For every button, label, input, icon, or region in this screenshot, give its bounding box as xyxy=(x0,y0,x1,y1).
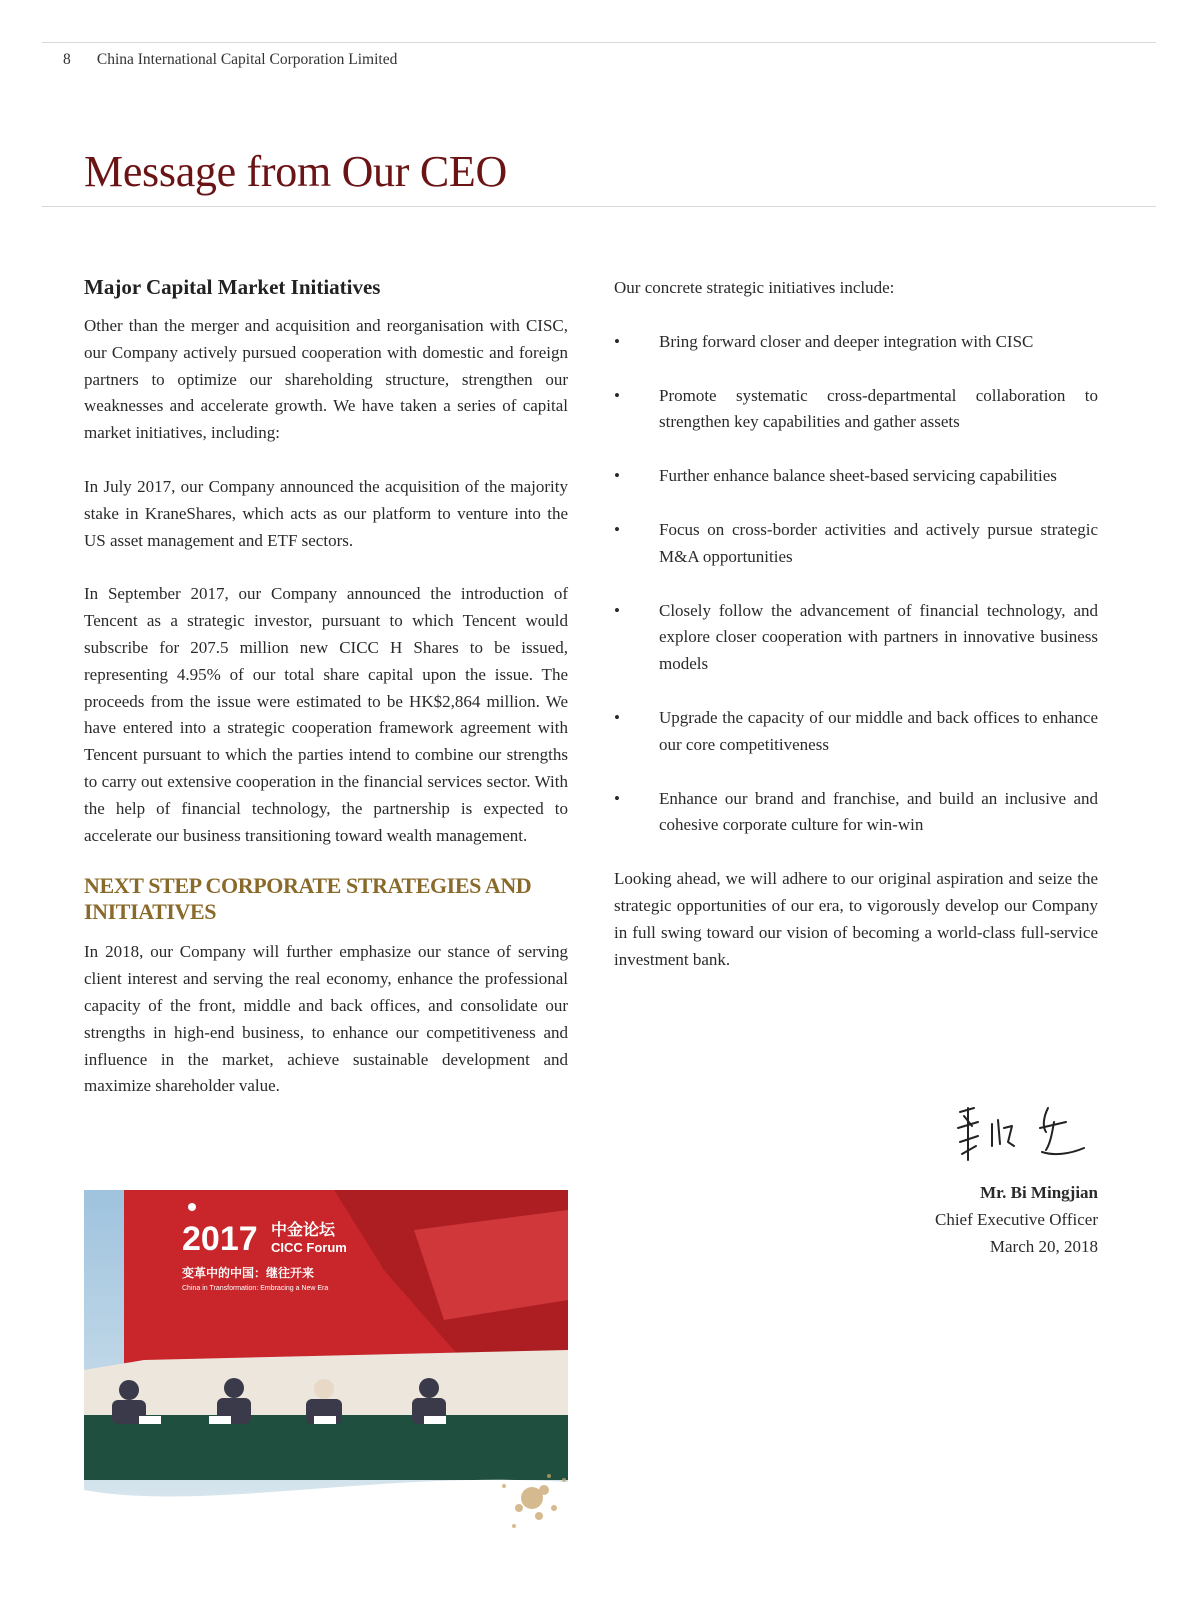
forum-cn-title: 中金论坛 xyxy=(271,1220,336,1239)
right-column xyxy=(614,275,1098,1000)
paragraph-kraneshares: In July 2017, our Company announced the acquisition of the majority stake in KraneShares, which acts as our platform to venture into the US asset management and ETF sectors. xyxy=(84,476,568,550)
forum-photo xyxy=(84,1190,568,1510)
subheading: Major Capital Market Initiatives xyxy=(84,275,381,299)
paragraph-tencent: In September 2017, our Company announced the introduction of Tencent as a strategic investor, pursuant to which Tencent would subscribe for 207.5 million new CICC H Shares to be issued, representing 4.95% of our total share capital upon the issue. The proceeds from the issue were estimated to be HK$2,864 million. We have entered into a strategic cooperation framework agreement with Tencent pursuant to which the parties intend to combine our strengths to carry out extensive cooperation in the financial services sector. With the help of financial technology, the partnership is expected to accelerate our business transitioning toward wealth management. xyxy=(84,584,568,845)
bullet-icon: • xyxy=(614,385,620,405)
forum-year: 2017 xyxy=(182,1220,258,1258)
signoff xyxy=(935,1180,1098,1260)
ceo-position: Chief Executive Officer xyxy=(934,1209,1098,1229)
title-rule xyxy=(42,206,1156,207)
letter-date: March 20, 2018 xyxy=(989,1236,1098,1256)
initiatives-intro: Our concrete strategic initiatives include: xyxy=(614,278,895,297)
list-item: • Further enhance balance sheet-based servicing capabilities xyxy=(614,463,1098,490)
left-column xyxy=(84,275,568,1127)
list-item: • Focus on cross-border activities and actively pursue strategic M&A opportunities xyxy=(614,517,1098,571)
list-item: • Enhance our brand and franchise, and build an inclusive and cohesive corporate culture for win-win xyxy=(614,786,1098,840)
page-title: Message from Our CEO xyxy=(84,147,507,196)
list-item: • Promote systematic cross-departmental collaboration to strengthen key capabilities and gather assets xyxy=(614,383,1098,437)
company-name: China International Capital Corporation Limited xyxy=(96,51,398,68)
bullet-icon: • xyxy=(614,788,620,808)
gold-decoration xyxy=(484,1468,584,1538)
bullet-icon: • xyxy=(614,600,620,620)
forum-name: CICC Forum xyxy=(271,1240,347,1255)
bullet-icon: • xyxy=(614,519,620,539)
paragraph-initiatives: Other than the merger and acquisition and reorganisation with CISC, our Company actively pursued cooperation with domestic and foreign partners to optimize our shareholding structure, strengthen our weaknesses and accelerate growth. We have taken a series of capital market initiatives, including: xyxy=(84,316,568,443)
closing-paragraph: Looking ahead, we will adhere to our original aspiration and seize the strategic opportunities of our era, to vigorously develop our Company in full swing toward our vision of becoming a world-class full-service investment bank. xyxy=(614,869,1098,969)
list-item: • Upgrade the capacity of our middle and back offices to enhance our core competitiveness xyxy=(614,705,1098,759)
bullet-icon: • xyxy=(614,331,620,351)
list-item: • Bring forward closer and deeper integration with CISC xyxy=(614,329,1098,356)
paragraph-strategy: In 2018, our Company will further emphasize our stance of serving client interest and serving the real economy, enhance the professional capacity of the front, middle and back offices, and consolidate our strengths in high-end business, to enhance our competitiveness and influence in the market, achieve sustainable development and maximize shareholder value. xyxy=(84,942,568,1096)
forum-photo-svg xyxy=(84,1190,568,1510)
initiatives-list xyxy=(614,329,1098,839)
forum-cn-subtitle: 变革中的中国：继往开来 xyxy=(182,1266,315,1280)
list-item: • Closely follow the advancement of financial technology, and explore closer cooperation with partners in innovative business models xyxy=(614,598,1098,678)
bullet-icon: • xyxy=(614,707,620,727)
ceo-name: Mr. Bi Mingjian xyxy=(980,1183,1098,1202)
page-number: 8 xyxy=(63,51,71,68)
header-rule xyxy=(42,42,1156,43)
section-heading: NEXT STEP CORPORATE STRATEGIES AND INITIATIVES xyxy=(84,873,532,925)
bullet-icon: • xyxy=(614,466,620,486)
forum-en-subtitle: China in Transformation: Embracing a New Era xyxy=(182,1285,329,1292)
running-header xyxy=(63,51,397,69)
handwritten-signature xyxy=(954,1098,1104,1168)
